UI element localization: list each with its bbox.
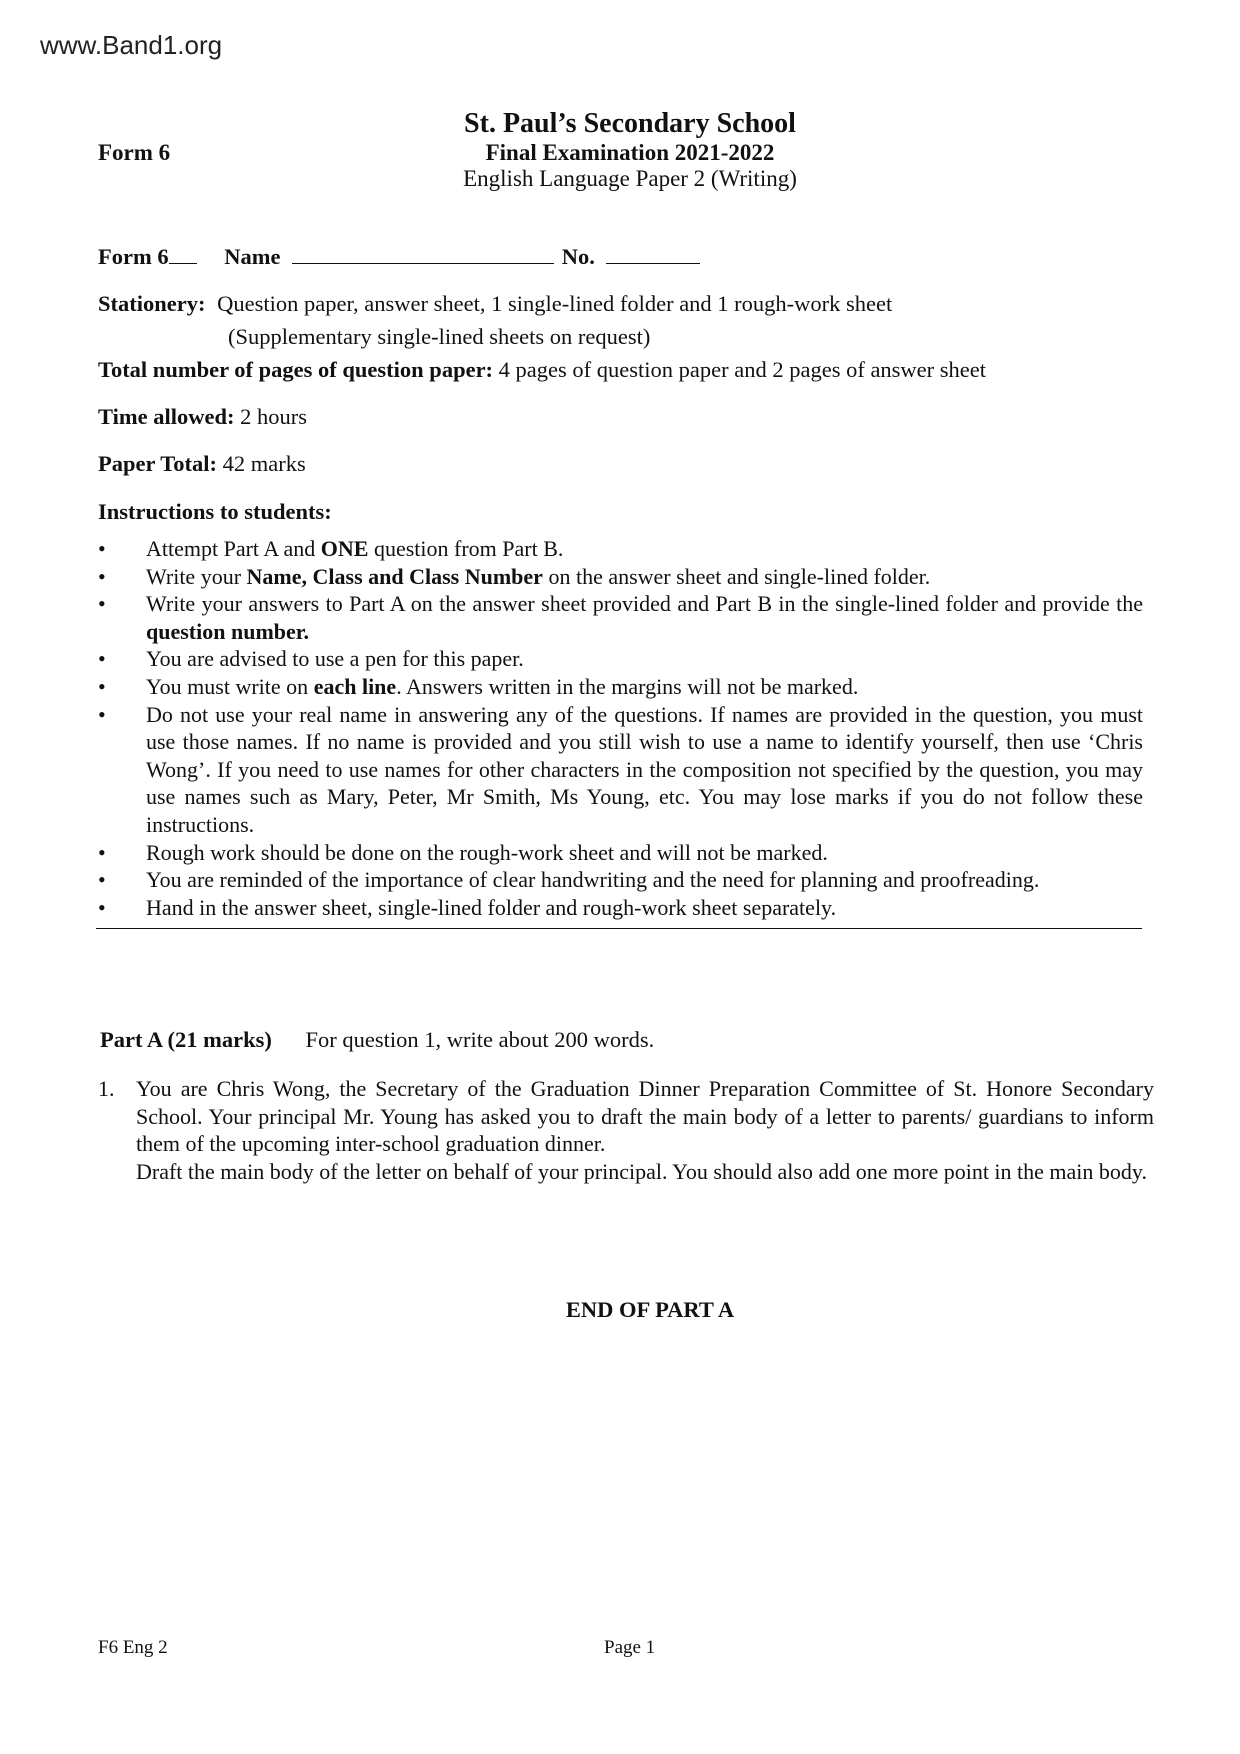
paper-total-text: 42 marks	[222, 451, 306, 476]
paper-total-line	[98, 451, 306, 477]
part-a-heading: Part A (21 marks)	[100, 1027, 272, 1052]
instruction-item: • Do not use your real name in answering any of the questions. If names are provided in the question, you must use those names. If no name is provided and you still wish to use a name to identify yourself, then use ‘Chris Wong’. If you need to use names for other characters in the composition not specified by the question, you may use names such as Mary, Peter, Mr Smith, Ms Young, etc. You may lose marks if you do not follow these instructions.	[98, 701, 1143, 839]
instructions-heading: Instructions to students:	[98, 499, 332, 524]
total-pages-label: Total number of pages of question paper:	[98, 357, 494, 382]
instruction-item: • Attempt Part A and ONE question from Part B.	[98, 535, 1143, 563]
paper-title: English Language Paper 2 (Writing)	[463, 166, 797, 191]
time-allowed-text: 2 hours	[240, 404, 307, 429]
end-of-part-a: END OF PART A	[565, 1297, 735, 1322]
time-allowed-line	[98, 404, 307, 430]
exam-title: Final Examination 2021-2022	[485, 140, 775, 165]
number-blank	[606, 263, 700, 264]
stationery-label: Stationery:	[98, 291, 206, 316]
stationery-line	[98, 291, 892, 317]
footer-code: F6 Eng 2	[98, 1637, 168, 1658]
student-info-line	[98, 244, 700, 270]
instruction-item: • Rough work should be done on the rough-work sheet and will not be marked.	[98, 839, 1143, 867]
number-field-label: No.	[561, 244, 595, 269]
total-pages-text: 4 pages of question paper and 2 pages of answer sheet	[498, 357, 987, 382]
time-allowed-label: Time allowed:	[98, 404, 235, 429]
question-paragraph: You are Chris Wong, the Secretary of the Graduation Dinner Preparation Committee of St. Honore Secondary School. Your principal Mr. Young has asked you to draft the main body of a letter to parents/ guardians to inform them of the upcoming inter-school graduation dinner.	[136, 1076, 1154, 1157]
stationery-text: Question paper, answer sheet, 1 single-lined folder and 1 rough-work sheet	[217, 291, 893, 316]
instruction-item: • Hand in the answer sheet, single-lined folder and rough-work sheet separately.	[98, 894, 1143, 922]
question-number: 1.	[98, 1076, 115, 1101]
stationery-note: (Supplementary single-lined sheets on request)	[228, 324, 651, 349]
name-blank	[292, 263, 554, 264]
total-pages-line	[98, 357, 986, 383]
form-label: Form 6	[98, 140, 171, 165]
form-field-label: Form 6	[98, 244, 169, 269]
instructions-list	[98, 535, 1143, 921]
form-class-blank	[169, 263, 197, 264]
part-a-note: For question 1, write about 200 words.	[305, 1027, 655, 1052]
school-name: St. Paul’s Secondary School	[464, 108, 796, 139]
footer-page-number: Page 1	[604, 1637, 656, 1658]
instruction-item: • You are reminded of the importance of clear handwriting and the need for planning and proofreading.	[98, 866, 1143, 894]
watermark-url: www.Band1.org	[40, 30, 223, 60]
question-1	[98, 1075, 1154, 1185]
section-divider	[96, 928, 1142, 929]
part-a-header	[100, 1027, 654, 1053]
instruction-item: • You are advised to use a pen for this paper.	[98, 645, 1143, 673]
paper-total-label: Paper Total:	[98, 451, 217, 476]
instruction-item: • Write your answers to Part A on the answer sheet provided and Part B in the single-lined folder and provide the question number.	[98, 590, 1143, 645]
name-field-label: Name	[224, 244, 281, 269]
instruction-item: • You must write on each line. Answers written in the margins will not be marked.	[98, 673, 1143, 701]
instruction-item: • Write your Name, Class and Class Number on the answer sheet and single-lined folder.	[98, 563, 1143, 591]
question-paragraph: Draft the main body of the letter on behalf of your principal. You should also add one more point in the main body.	[136, 1158, 1147, 1184]
